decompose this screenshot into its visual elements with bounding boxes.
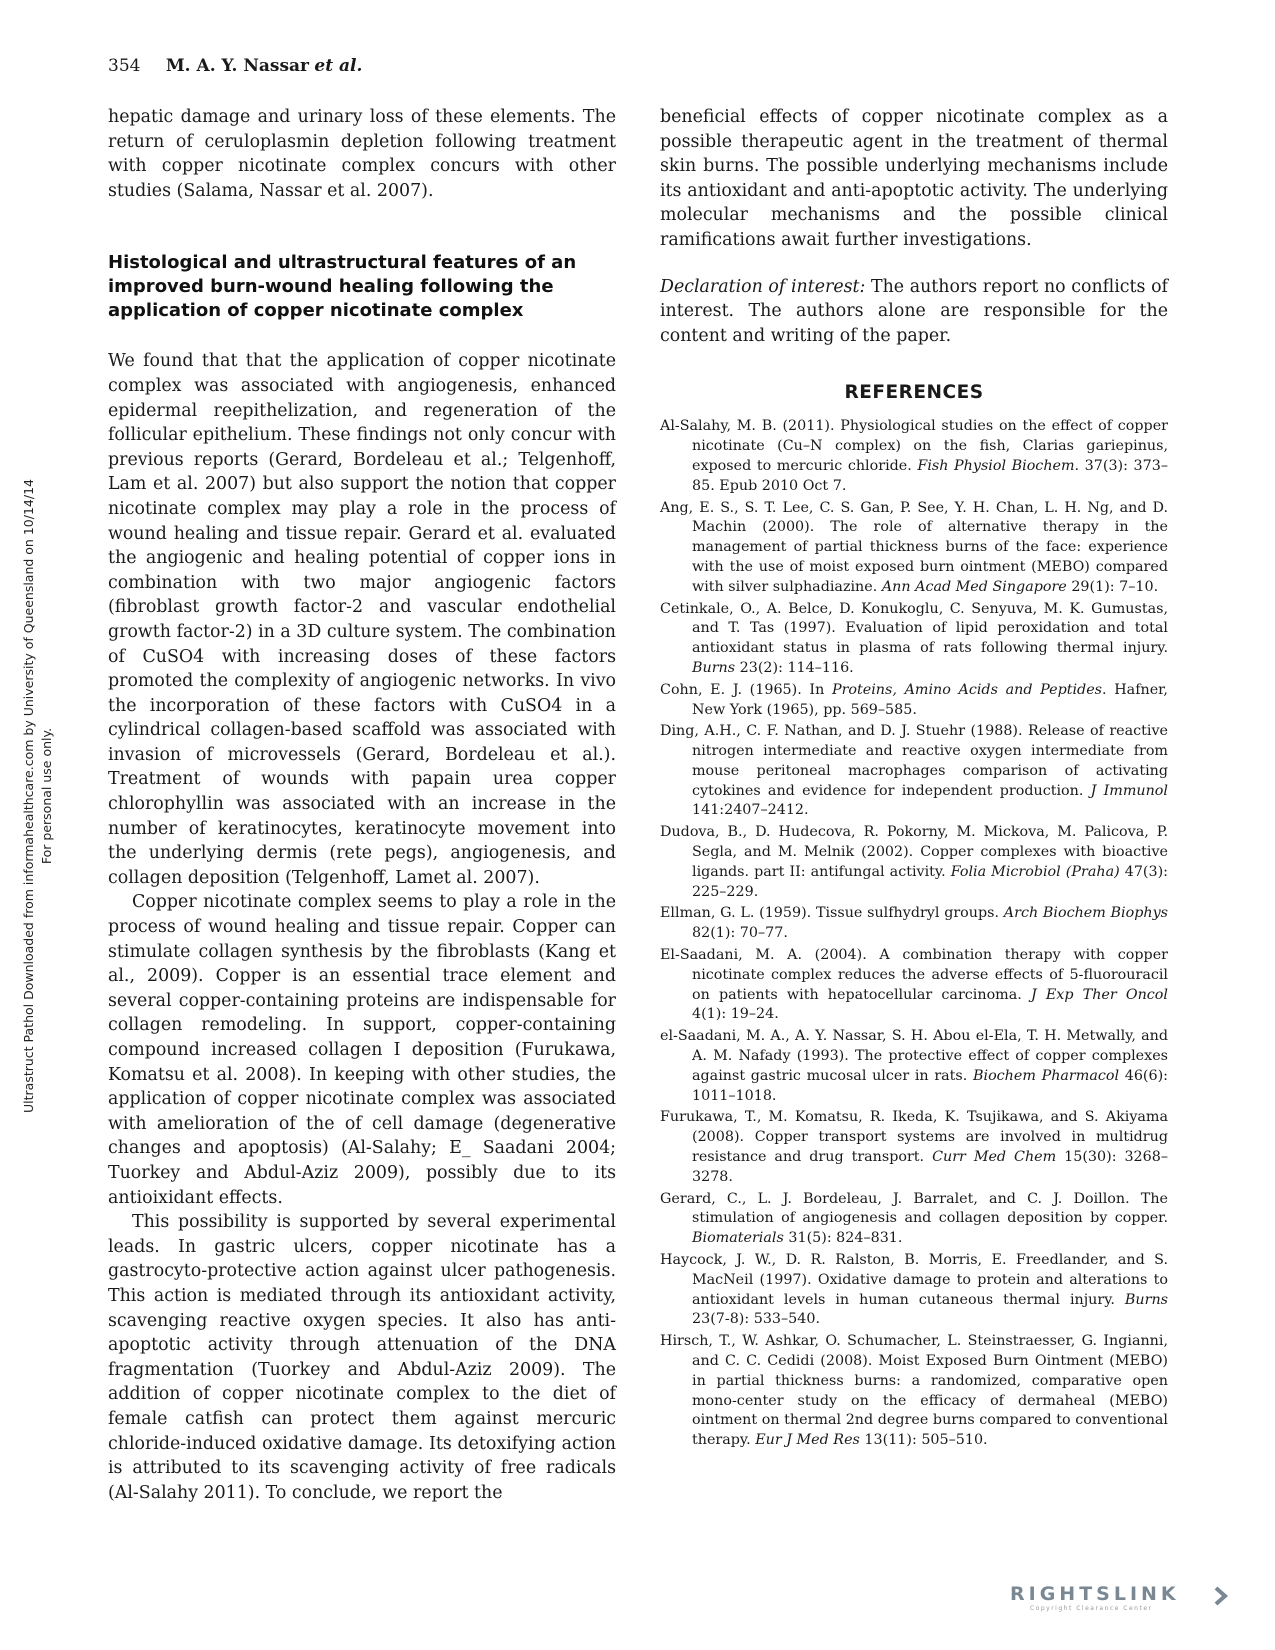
reference-item — [660, 600, 1168, 679]
reference-text: Ang, E. S., S. T. Lee, C. S. Gan, P. See, Y. H. Chan, L. H. Ng, and D. Machin (2000). The role of alternative therapy in the management of partial thickness burns of the face: experience with the use of moist exposed burn ointment (MEBO) compared with silver sulphadiazine. — [660, 499, 1168, 595]
reference-text: Hirsch, T., W. Ashkar, O. Schumacher, L. Steinstraesser, G. Ingianni, and C. C. Cedidi (2008). Moist Exposed Burn Ointment (MEBO) in partial thickness burns: a randomized, comparative open mono-center study on the efficacy of dermaheal (MEBO) ointment on thermal 2nd degree burns compared to conventional therapy. — [660, 1333, 1168, 1449]
reference-journal: Eur J Med Res — [755, 1432, 860, 1449]
reference-citation: 23(7-8): 533–540. — [692, 1311, 821, 1328]
reference-text: Cohn, E. J. (1965). In — [660, 681, 832, 698]
running-header — [108, 56, 362, 76]
chevron-right-icon — [1212, 1585, 1230, 1607]
reference-journal: Curr Med Chem — [932, 1149, 1057, 1166]
reference-item — [660, 499, 1168, 598]
references-heading: REFERENCES — [844, 382, 984, 404]
reference-text: Furukawa, T., M. Komatsu, R. Ikeda, K. Tsujikawa, and S. Akiyama (2008). Copper transport systems are involved in multidrug resistance and drug transport. — [660, 1109, 1168, 1166]
left-column — [108, 105, 616, 1505]
reference-text: el-Saadani, M. A., A. Y. Nassar, S. H. Abou el-Ela, T. H. Metwally, and A. M. Nafady (1993). The protective effect of copper complexes against gastric mucosal ulcer in rats. — [660, 1028, 1168, 1084]
paragraph-conclusion: beneficial effects of copper nicotinate complex as a possible therapeutic agent in the treatment of thermal skin burns. The possible underlying mechanisms include its antioxidant and anti-apoptotic activity. The underlying molecular mechanisms and the possible clinical ramifications await further investigations. — [660, 107, 1168, 250]
reference-journal: Proteins, Amino Acids and Peptides — [831, 681, 1102, 698]
reference-text: Ellman, G. L. (1959). Tissue sulfhydryl groups. — [660, 905, 1004, 922]
reference-citation: 37(3): 373–85. Epub 2010 Oct 7. — [692, 457, 1168, 494]
paragraph-2: Copper nicotinate complex seems to play a role in the process of wound healing and tissue repair. Copper can stimulate collagen synthesis by the fibroblasts (Kang et al., 2009). Copper is an essential trace element and several copper-containing proteins are indispensable for collagen remodeling. In support, copper-containing compound increased collagen I deposition (Furukawa, Komatsu et al. 2008). In keeping with other studies, the application of copper nicotinate complex was associated with amelioration of the of cell damage (degenerative changes and apoptosis) (Al-Salahy; E_ Saadani 2004; Tuorkey and Abdul-Aziz 2009), possibly due to its antioixidant effects. — [108, 892, 616, 1208]
reference-citation: 15(30): 3268–3278. — [692, 1149, 1168, 1185]
running-authors: M. A. Y. Nassar — [165, 56, 309, 76]
right-column — [660, 105, 1168, 1453]
reference-journal: J Exp Ther Oncol — [1030, 986, 1168, 1003]
reference-citation: . Hafner, New York (1965), pp. 569–585. — [692, 681, 1168, 718]
watermark-line-1: Ultrastruct Pathol Downloaded from informahealthcare.com by University of Queensland on 10/14/14 — [21, 479, 36, 1113]
reference-citation: 82(1): 70–77. — [692, 925, 788, 942]
paragraph-intro: hepatic damage and urinary loss of these elements. The return of ceruloplasmin depletion following treatment with copper nicotinate complex concurs with other studies (Salama, Nassar et al. 2007). — [108, 107, 616, 201]
download-watermark — [20, 416, 56, 1176]
reference-journal: Arch Biochem Biophys — [1003, 905, 1169, 922]
reference-item — [660, 722, 1168, 821]
reference-text: Al-Salahy, M. B. (2011). Physiological studies on the effect of copper nicotinate (Cu–N complex) on the fish, Clarias gariepinus, exposed to mercuric chloride. — [660, 418, 1168, 474]
reference-text: Cetinkale, O., A. Belce, D. Konukoglu, C. Senyuva, M. K. Gumustas, and T. Tas (1997). Evaluation of lipid peroxidation and total antioxidant status in plasma of rats following thermal injury. — [660, 600, 1168, 657]
rightslink-logo — [1010, 1583, 1180, 1612]
page-number: 354 — [108, 56, 141, 76]
watermark-line-2: For personal use only. — [39, 727, 54, 865]
rightslink-subtitle: Copyright Clearance Center — [1030, 1605, 1153, 1612]
declaration-label: Declaration of interest: — [660, 276, 866, 297]
reference-journal: Folia Microbiol (Praha) — [950, 863, 1120, 880]
reference-item — [660, 823, 1168, 902]
reference-text: El-Saadani, M. A. (2004). A combination therapy with copper nicotinate complex reduces the adverse effects of 5-fluorouracil on patients with hepatocellular carcinoma. — [660, 947, 1168, 1003]
reference-item — [660, 946, 1168, 1025]
reference-citation: 47(3): 225–229. — [692, 863, 1168, 900]
reference-text: Dudova, B., D. Hudecova, R. Pokorny, M. Mickova, M. Palicova, P. Segla, and M. Melnik (2002). Copper complexes with bioactive ligands. part II: antifungal activity. — [660, 824, 1168, 880]
paragraph-1: We found that that the application of copper nicotinate complex was associated with angiogenesis, enhanced epidermal reepithelization, and regeneration of the follicular epithelium. These findings not only concur with previous reports (Gerard, Bordeleau et al.; Telgenhoff, Lam et al. 2007) but also support the notion that copper nicotinate complex may play a role in the process of wound healing and tissue repair. Gerard et al. evaluated the angiogenic and healing potential of copper ions in combination with two major angiogenic factors (fibroblast growth factor-2 and vascular endothelial growth factor-2) in a 3D culture system. The combination of CuSO4 with increasing doses of these factors promoted the complexity of angiogenic networks. In vivo the incorporation of these factors with CuSO4 in a cylindrical collagen-based scaffold was associated with invasion of microvessels (Gerard, Bordeleau et al.). Treatment of wounds with papain urea copper chlorophyllin was associated with an increase in the number of keratinocytes, keratinocyte movement into the underlying dermis (rete pegs), angiogenesis, and collagen deposition (Telgenhoff, Lamet al. 2007). — [108, 351, 616, 888]
reference-journal: Ann Acad Med Singapore — [881, 578, 1067, 595]
reference-journal: Fish Physiol Biochem. — [917, 457, 1080, 474]
declaration-text: The authors report no conflicts of interest. The authors alone are responsible for the content and writing of the paper. — [660, 276, 1168, 346]
reference-journal: Biochem Pharmacol — [972, 1067, 1120, 1084]
reference-citation: 31(5): 824–831. — [783, 1230, 903, 1247]
reference-text: Gerard, C., L. J. Bordeleau, J. Barralet, and C. J. Doillon. The stimulation of angiogenesis and collagen deposition by copper. — [660, 1190, 1168, 1227]
reference-journal: J Immunol — [1090, 782, 1168, 799]
reference-item — [660, 1332, 1168, 1451]
section-heading: Histological and ultrastructural features of an improved burn-wound healing following the application of copper nicotinate complex — [108, 252, 577, 322]
reference-text: Haycock, J. W., D. R. Ralston, B. Morris, E. Freedlander, and S. MacNeil (1997). Oxidative damage to protein and alterations to antioxidant levels in human cutaneous thermal injury. — [660, 1252, 1168, 1308]
reference-citation: 29(1): 7–10. — [1066, 578, 1159, 595]
reference-journal: Burns — [692, 659, 736, 676]
reference-journal: Burns — [1124, 1291, 1168, 1308]
reference-item — [660, 904, 1168, 944]
running-etal: et al. — [314, 56, 363, 76]
reference-citation: 46(6): 1011–1018. — [692, 1067, 1168, 1104]
reference-citation: 23(2): 114–116. — [735, 659, 854, 676]
rightslink-brand: RIGHTSLINK — [1010, 1583, 1180, 1605]
reference-journal: Biomaterials — [692, 1230, 784, 1247]
reference-item — [660, 1251, 1168, 1330]
declaration-of-interest — [660, 275, 1168, 349]
reference-citation: 4(1): 19–24. — [692, 1006, 779, 1023]
reference-item — [660, 1190, 1168, 1249]
reference-list — [660, 417, 1168, 1451]
paragraph-3: This possibility is supported by several experimental leads. In gastric ulcers, copper nicotinate has a gastrocyto-protective action against ulcer pathogenesis. This action is mediated through its antioxidant activity, scavenging reactive oxygen species. It also has anti-apoptotic activity through attenuation of the DNA fragmentation (Tuorkey and Abdul-Aziz 2009). The addition of copper nicotinate complex to the diet of female catfish can protect them against mercuric chloride-induced oxidative damage. Its detoxifying action is attributed to its scavenging activity of free radicals (Al-Salahy 2011). To conclude, we report the — [108, 1212, 616, 1503]
reference-item — [660, 1027, 1168, 1106]
reference-item — [660, 1108, 1168, 1187]
reference-text: Ding, A.H., C. F. Nathan, and D. J. Stuehr (1988). Release of reactive nitrogen intermediate and reactive oxygen intermediate from mouse peritoneal macrophages comparison of activating cytokines and evidence for independent production. — [660, 723, 1168, 799]
reference-citation: 13(11): 505–510. — [859, 1432, 988, 1449]
reference-item — [660, 681, 1168, 721]
reference-citation: 141:2407–2412. — [692, 802, 809, 819]
reference-item — [660, 417, 1168, 496]
